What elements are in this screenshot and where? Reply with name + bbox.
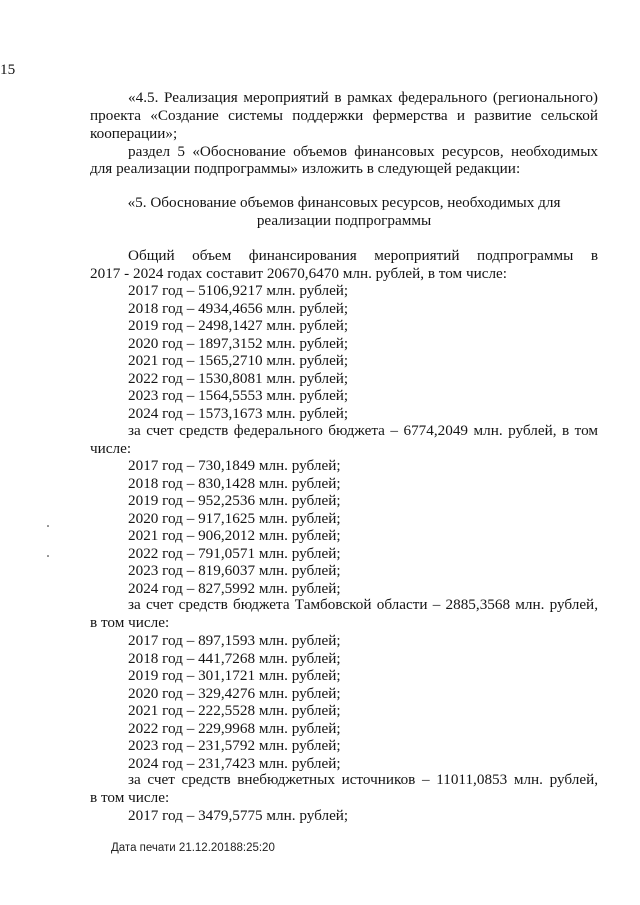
federal-line-1: за счет средств федерального бюджета – 6774,2049 млн. рублей, в том	[128, 422, 598, 439]
page-number: 15	[0, 61, 16, 78]
year-amount-line: 2018 год – 4934,4656 млн. рублей;	[128, 299, 349, 317]
year-amount-line: 2017 год – 5106,9217 млн. рублей;	[128, 282, 349, 299]
year-amount-line: 2018 год – 830,1428 млн. рублей;	[128, 474, 341, 492]
total-line-1: Общий объем финансирования мероприятий подпрограммы в	[128, 247, 598, 264]
year-amount-line: 2022 год – 1530,8081 млн. рублей;	[128, 369, 349, 387]
year-amount-line: 2018 год – 441,7268 млн. рублей;	[128, 649, 341, 667]
year-amount-line: 2021 год – 906,2012 млн. рублей;	[128, 527, 341, 544]
year-amount-line: 2023 год – 1564,5553 млн. рублей;	[128, 387, 349, 404]
year-amount-line: 2022 год – 791,0571 млн. рублей;	[128, 544, 341, 562]
year-amount-line: 2020 год – 329,4276 млн. рублей;	[128, 684, 341, 702]
regional-line-2: в том числе:	[90, 614, 170, 631]
intro-line-1: «4.5. Реализация мероприятий в рамках федерального (регионального)	[128, 89, 598, 106]
year-amount-line: 2024 год – 1573,1673 млн. рублей;	[128, 404, 349, 422]
year-amount-line: 2023 год – 231,5792 млн. рублей;	[128, 737, 341, 754]
year-amount-line: 2020 год – 1897,3152 млн. рублей;	[128, 334, 349, 352]
year-amount-line: 2019 год – 952,2536 млн. рублей;	[128, 492, 341, 509]
year-amount-line: 2019 год – 301,1721 млн. рублей;	[128, 667, 341, 684]
section-title-line-1: «5. Обоснование объемов финансовых ресурсов, необходимых для	[127, 194, 561, 211]
year-amount-line: 2024 год – 231,7423 млн. рублей;	[128, 754, 341, 772]
intro-line-2: проекта «Создание системы поддержки фермерства и развитие сельской	[90, 107, 598, 124]
year-amount-line: 2020 год – 917,1625 млн. рублей;	[128, 509, 341, 527]
year-amount-line: 2017 год – 730,1849 млн. рублей;	[128, 457, 341, 474]
print-date-footer: Дата печати 21.12.20188:25:20	[111, 842, 275, 854]
year-amount-line: 2017 год – 897,1593 млн. рублей;	[128, 632, 341, 649]
year-amount-line: 2019 год – 2498,1427 млн. рублей;	[128, 317, 349, 334]
regional-line-1: за счет средств бюджета Тамбовской области – 2885,3568 млн. рублей,	[128, 596, 598, 613]
year-amount-line: 2022 год – 229,9968 млн. рублей;	[128, 719, 341, 737]
year-amount-line: 2021 год – 222,5528 млн. рублей;	[128, 702, 341, 719]
year-amount-line: 2017 год – 3479,5775 млн. рублей;	[128, 807, 349, 824]
federal-line-2: числе:	[90, 440, 132, 457]
extra-budget-line-2: в том числе:	[90, 789, 170, 806]
year-amount-line: 2021 год – 1565,2710 млн. рублей;	[128, 352, 349, 369]
intro-line-4: раздел 5 «Обоснование объемов финансовых ресурсов, необходимых	[128, 143, 598, 160]
intro-line-3: кооперации»;	[90, 125, 178, 142]
scan-speck	[47, 555, 49, 557]
intro-line-5: для реализации подпрограммы» изложить в следующей редакции:	[90, 160, 521, 177]
year-amount-line: 2023 год – 819,6037 млн. рублей;	[128, 562, 341, 579]
year-amount-line: 2024 год – 827,5992 млн. рублей;	[128, 579, 341, 597]
scan-speck	[47, 525, 49, 527]
total-line-2: 2017 - 2024 годах составит 20670,6470 млн. рублей, в том числе:	[90, 265, 508, 282]
extra-budget-line-1: за счет средств внебюджетных источников – 11011,0853 млн. рублей,	[128, 771, 598, 788]
section-title-line-2: реализации подпрограммы	[256, 212, 432, 229]
